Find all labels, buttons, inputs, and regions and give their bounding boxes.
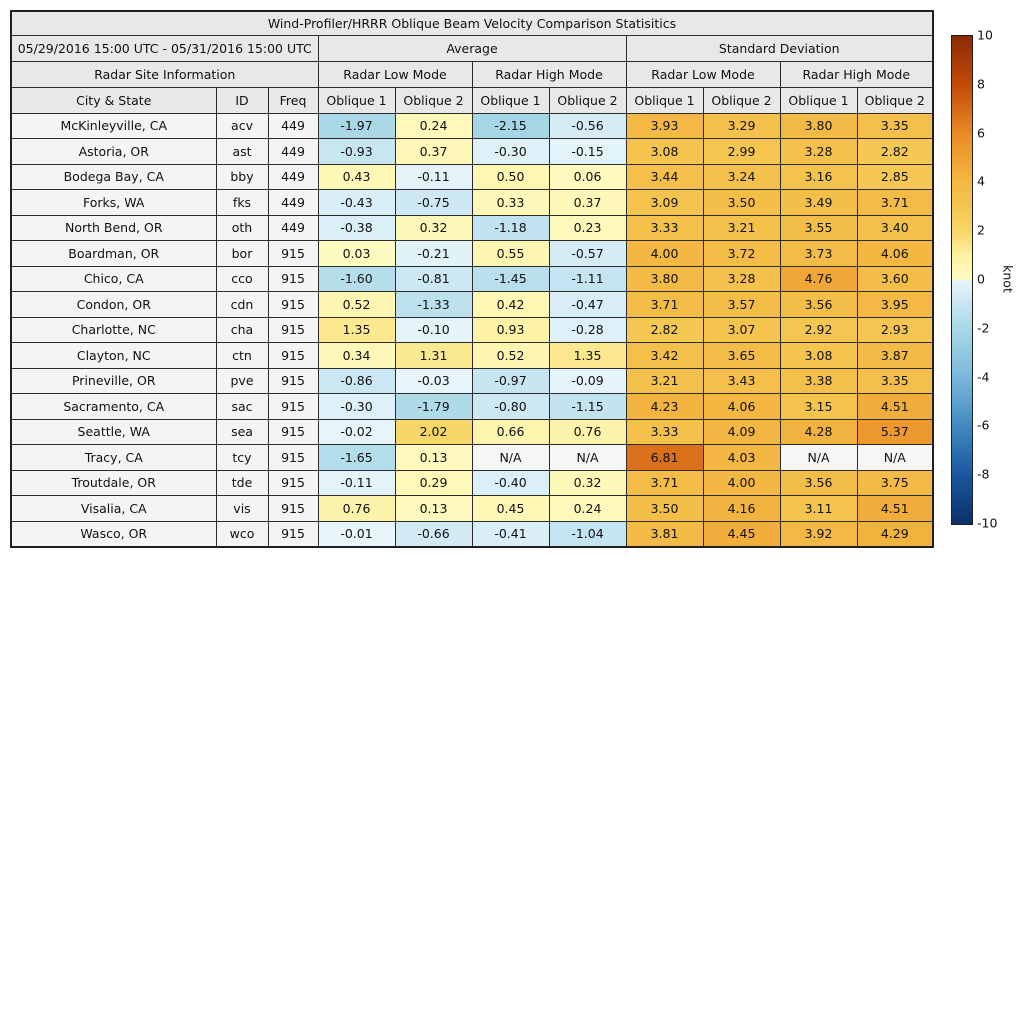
colorbar-tick-label: 0 xyxy=(977,271,985,287)
table-row xyxy=(11,496,933,522)
city-cell: Charlotte, NC xyxy=(11,317,216,343)
table-row xyxy=(11,419,933,445)
colorbar-tick-label: 10 xyxy=(977,27,993,43)
id-cell: cco xyxy=(216,266,268,292)
city-cell: Clayton, NC xyxy=(11,343,216,369)
value-cell: -0.10 xyxy=(395,317,472,343)
table-row xyxy=(11,521,933,547)
value-cell: -0.03 xyxy=(395,368,472,394)
value-cell: -0.02 xyxy=(318,419,395,445)
colorbar-tick-label: -10 xyxy=(977,515,998,531)
header-radar-site-information: Radar Site Information xyxy=(11,61,318,87)
value-cell: 3.09 xyxy=(626,190,703,216)
id-cell: tcy xyxy=(216,445,268,471)
value-cell: 4.06 xyxy=(857,241,933,267)
city-cell: Forks, WA xyxy=(11,190,216,216)
value-cell: 3.42 xyxy=(626,343,703,369)
value-cell: -0.56 xyxy=(549,113,626,139)
id-cell: wco xyxy=(216,521,268,547)
value-cell: 3.16 xyxy=(780,164,857,190)
value-cell: 0.32 xyxy=(549,470,626,496)
freq-cell: 915 xyxy=(268,521,318,547)
value-cell: 3.33 xyxy=(626,215,703,241)
id-cell: sac xyxy=(216,394,268,420)
value-cell: N/A xyxy=(780,445,857,471)
table-row xyxy=(11,394,933,420)
value-cell: 4.16 xyxy=(703,496,780,522)
value-cell: -0.30 xyxy=(318,394,395,420)
colorbar-tick-label: -2 xyxy=(977,320,990,336)
col-header-oblique1: Oblique 1 xyxy=(626,87,703,113)
col-header-oblique2: Oblique 2 xyxy=(703,87,780,113)
value-cell: -0.80 xyxy=(472,394,549,420)
value-cell: 0.24 xyxy=(395,113,472,139)
value-cell: 2.82 xyxy=(626,317,703,343)
value-cell: 0.13 xyxy=(395,445,472,471)
freq-cell: 915 xyxy=(268,394,318,420)
value-cell: 0.06 xyxy=(549,164,626,190)
value-cell: -0.21 xyxy=(395,241,472,267)
value-cell: -0.93 xyxy=(318,139,395,165)
id-cell: ctn xyxy=(216,343,268,369)
value-cell: -1.11 xyxy=(549,266,626,292)
value-cell: 2.82 xyxy=(857,139,933,165)
value-cell: -0.66 xyxy=(395,521,472,547)
value-cell: -0.41 xyxy=(472,521,549,547)
freq-cell: 915 xyxy=(268,419,318,445)
freq-cell: 915 xyxy=(268,445,318,471)
value-cell: 3.40 xyxy=(857,215,933,241)
value-cell: 3.80 xyxy=(780,113,857,139)
id-cell: tde xyxy=(216,470,268,496)
header-standard-deviation: Standard Deviation xyxy=(626,35,933,61)
value-cell: -1.65 xyxy=(318,445,395,471)
colorbar-gradient xyxy=(951,35,973,525)
value-cell: -1.60 xyxy=(318,266,395,292)
colorbar-tick-label: 2 xyxy=(977,222,985,238)
freq-cell: 449 xyxy=(268,215,318,241)
value-cell: 3.71 xyxy=(857,190,933,216)
col-header-oblique2: Oblique 2 xyxy=(395,87,472,113)
value-cell: 3.07 xyxy=(703,317,780,343)
city-cell: Sacramento, CA xyxy=(11,394,216,420)
header-std-high-mode: Radar High Mode xyxy=(780,61,933,87)
colorbar-tick-label: 6 xyxy=(977,125,985,141)
value-cell: 3.81 xyxy=(626,521,703,547)
freq-cell: 915 xyxy=(268,496,318,522)
value-cell: 0.43 xyxy=(318,164,395,190)
value-cell: 3.72 xyxy=(703,241,780,267)
city-cell: Tracy, CA xyxy=(11,445,216,471)
col-header-oblique1: Oblique 1 xyxy=(780,87,857,113)
value-cell: 3.24 xyxy=(703,164,780,190)
value-cell: 3.15 xyxy=(780,394,857,420)
value-cell: 3.08 xyxy=(626,139,703,165)
value-cell: 1.35 xyxy=(318,317,395,343)
city-cell: North Bend, OR xyxy=(11,215,216,241)
freq-cell: 915 xyxy=(268,317,318,343)
table-row xyxy=(11,113,933,139)
value-cell: 2.85 xyxy=(857,164,933,190)
table-row xyxy=(11,317,933,343)
value-cell: 1.35 xyxy=(549,343,626,369)
id-cell: bby xyxy=(216,164,268,190)
freq-cell: 915 xyxy=(268,368,318,394)
city-cell: Bodega Bay, CA xyxy=(11,164,216,190)
freq-cell: 449 xyxy=(268,113,318,139)
value-cell: 4.09 xyxy=(703,419,780,445)
value-cell: 3.28 xyxy=(780,139,857,165)
value-cell: 0.34 xyxy=(318,343,395,369)
value-cell: 4.00 xyxy=(626,241,703,267)
city-cell: Astoria, OR xyxy=(11,139,216,165)
value-cell: 3.49 xyxy=(780,190,857,216)
table-row xyxy=(11,139,933,165)
value-cell: 3.92 xyxy=(780,521,857,547)
colorbar-tick-label: -6 xyxy=(977,417,990,433)
freq-cell: 449 xyxy=(268,190,318,216)
value-cell: 2.93 xyxy=(857,317,933,343)
value-cell: 3.35 xyxy=(857,368,933,394)
value-cell: 0.37 xyxy=(395,139,472,165)
value-cell: -1.18 xyxy=(472,215,549,241)
value-cell: -0.28 xyxy=(549,317,626,343)
value-cell: 3.87 xyxy=(857,343,933,369)
id-cell: oth xyxy=(216,215,268,241)
table-row xyxy=(11,470,933,496)
city-cell: Visalia, CA xyxy=(11,496,216,522)
value-cell: -0.40 xyxy=(472,470,549,496)
value-cell: 3.33 xyxy=(626,419,703,445)
header-std-low-mode: Radar Low Mode xyxy=(626,61,780,87)
freq-cell: 915 xyxy=(268,470,318,496)
colorbar-unit-label: knot xyxy=(1000,265,1016,293)
value-cell: 0.52 xyxy=(472,343,549,369)
value-cell: -0.57 xyxy=(549,241,626,267)
value-cell: 4.45 xyxy=(703,521,780,547)
colorbar-tick-label: 4 xyxy=(977,173,985,189)
value-cell: 3.08 xyxy=(780,343,857,369)
value-cell: 4.00 xyxy=(703,470,780,496)
freq-cell: 915 xyxy=(268,292,318,318)
value-cell: 3.50 xyxy=(626,496,703,522)
value-cell: 0.37 xyxy=(549,190,626,216)
city-cell: Boardman, OR xyxy=(11,241,216,267)
value-cell: 0.03 xyxy=(318,241,395,267)
header-average: Average xyxy=(318,35,626,61)
value-cell: 3.55 xyxy=(780,215,857,241)
value-cell: N/A xyxy=(857,445,933,471)
value-cell: -1.04 xyxy=(549,521,626,547)
header-avg-high-mode: Radar High Mode xyxy=(472,61,626,87)
value-cell: -0.86 xyxy=(318,368,395,394)
value-cell: -1.15 xyxy=(549,394,626,420)
value-cell: -1.45 xyxy=(472,266,549,292)
city-cell: Wasco, OR xyxy=(11,521,216,547)
value-cell: 3.57 xyxy=(703,292,780,318)
value-cell: 0.23 xyxy=(549,215,626,241)
freq-cell: 449 xyxy=(268,164,318,190)
city-cell: Troutdale, OR xyxy=(11,470,216,496)
freq-cell: 915 xyxy=(268,241,318,267)
value-cell: 4.03 xyxy=(703,445,780,471)
value-cell: 0.55 xyxy=(472,241,549,267)
value-cell: 4.28 xyxy=(780,419,857,445)
value-cell: 0.93 xyxy=(472,317,549,343)
value-cell: 3.29 xyxy=(703,113,780,139)
value-cell: -0.01 xyxy=(318,521,395,547)
value-cell: 0.42 xyxy=(472,292,549,318)
value-cell: 1.31 xyxy=(395,343,472,369)
value-cell: -0.97 xyxy=(472,368,549,394)
col-header-oblique1: Oblique 1 xyxy=(318,87,395,113)
table-row xyxy=(11,241,933,267)
city-cell: McKinleyville, CA xyxy=(11,113,216,139)
id-cell: vis xyxy=(216,496,268,522)
col-header-id: ID xyxy=(216,87,268,113)
table-row xyxy=(11,266,933,292)
table-row xyxy=(11,368,933,394)
value-cell: 4.51 xyxy=(857,394,933,420)
value-cell: 3.80 xyxy=(626,266,703,292)
table-row xyxy=(11,190,933,216)
value-cell: 2.02 xyxy=(395,419,472,445)
colorbar-tick-label: 8 xyxy=(977,76,985,92)
freq-cell: 915 xyxy=(268,266,318,292)
value-cell: -1.79 xyxy=(395,394,472,420)
id-cell: pve xyxy=(216,368,268,394)
value-cell: -0.75 xyxy=(395,190,472,216)
value-cell: 0.13 xyxy=(395,496,472,522)
date-range: 05/29/2016 15:00 UTC - 05/31/2016 15:00 UTC xyxy=(11,35,318,61)
value-cell: -0.09 xyxy=(549,368,626,394)
value-cell: 3.71 xyxy=(626,292,703,318)
city-cell: Prineville, OR xyxy=(11,368,216,394)
value-cell: 3.95 xyxy=(857,292,933,318)
value-cell: 3.75 xyxy=(857,470,933,496)
value-cell: 2.92 xyxy=(780,317,857,343)
id-cell: bor xyxy=(216,241,268,267)
value-cell: 0.24 xyxy=(549,496,626,522)
value-cell: 0.76 xyxy=(549,419,626,445)
value-cell: 3.60 xyxy=(857,266,933,292)
value-cell: 0.66 xyxy=(472,419,549,445)
value-cell: 3.28 xyxy=(703,266,780,292)
value-cell: 3.11 xyxy=(780,496,857,522)
value-cell: 4.76 xyxy=(780,266,857,292)
table-row xyxy=(11,164,933,190)
table-row xyxy=(11,215,933,241)
value-cell: 3.50 xyxy=(703,190,780,216)
value-cell: 3.38 xyxy=(780,368,857,394)
table-row xyxy=(11,343,933,369)
value-cell: -1.33 xyxy=(395,292,472,318)
value-cell: 0.76 xyxy=(318,496,395,522)
col-header-oblique2: Oblique 2 xyxy=(857,87,933,113)
value-cell: 3.71 xyxy=(626,470,703,496)
value-cell: 2.99 xyxy=(703,139,780,165)
value-cell: -0.38 xyxy=(318,215,395,241)
value-cell: -0.30 xyxy=(472,139,549,165)
city-cell: Seattle, WA xyxy=(11,419,216,445)
value-cell: 3.44 xyxy=(626,164,703,190)
value-cell: 3.93 xyxy=(626,113,703,139)
value-cell: 0.50 xyxy=(472,164,549,190)
city-cell: Chico, CA xyxy=(11,266,216,292)
value-cell: -0.11 xyxy=(395,164,472,190)
value-cell: -0.11 xyxy=(318,470,395,496)
id-cell: acv xyxy=(216,113,268,139)
value-cell: 3.43 xyxy=(703,368,780,394)
value-cell: N/A xyxy=(472,445,549,471)
value-cell: -0.47 xyxy=(549,292,626,318)
header-avg-low-mode: Radar Low Mode xyxy=(318,61,472,87)
city-cell: Condon, OR xyxy=(11,292,216,318)
id-cell: sea xyxy=(216,419,268,445)
value-cell: 3.56 xyxy=(780,292,857,318)
value-cell: 5.37 xyxy=(857,419,933,445)
value-cell: 0.29 xyxy=(395,470,472,496)
id-cell: cdn xyxy=(216,292,268,318)
value-cell: 4.51 xyxy=(857,496,933,522)
value-cell: -2.15 xyxy=(472,113,549,139)
value-cell: 0.32 xyxy=(395,215,472,241)
id-cell: cha xyxy=(216,317,268,343)
id-cell: ast xyxy=(216,139,268,165)
value-cell: 4.29 xyxy=(857,521,933,547)
value-cell: -0.15 xyxy=(549,139,626,165)
value-cell: 3.65 xyxy=(703,343,780,369)
col-header-freq: Freq xyxy=(268,87,318,113)
value-cell: 3.21 xyxy=(626,368,703,394)
statistics-table xyxy=(10,10,934,548)
value-cell: 3.56 xyxy=(780,470,857,496)
value-cell: 3.73 xyxy=(780,241,857,267)
freq-cell: 449 xyxy=(268,139,318,165)
table-row xyxy=(11,292,933,318)
value-cell: 6.81 xyxy=(626,445,703,471)
value-cell: 0.33 xyxy=(472,190,549,216)
value-cell: -1.97 xyxy=(318,113,395,139)
value-cell: 3.35 xyxy=(857,113,933,139)
value-cell: 0.52 xyxy=(318,292,395,318)
value-cell: -0.43 xyxy=(318,190,395,216)
col-header-oblique1: Oblique 1 xyxy=(472,87,549,113)
freq-cell: 915 xyxy=(268,343,318,369)
table-body xyxy=(11,113,933,547)
col-header-city-state: City & State xyxy=(11,87,216,113)
value-cell: -0.81 xyxy=(395,266,472,292)
id-cell: fks xyxy=(216,190,268,216)
table-title: Wind-Profiler/HRRR Oblique Beam Velocity Comparison Statisitics xyxy=(11,11,933,35)
value-cell: N/A xyxy=(549,445,626,471)
value-cell: 4.06 xyxy=(703,394,780,420)
value-cell: 3.21 xyxy=(703,215,780,241)
table-row xyxy=(11,445,933,471)
col-header-oblique2: Oblique 2 xyxy=(549,87,626,113)
value-cell: 0.45 xyxy=(472,496,549,522)
value-cell: 4.23 xyxy=(626,394,703,420)
colorbar-tick-label: -8 xyxy=(977,466,990,482)
colorbar-tick-label: -4 xyxy=(977,369,990,385)
